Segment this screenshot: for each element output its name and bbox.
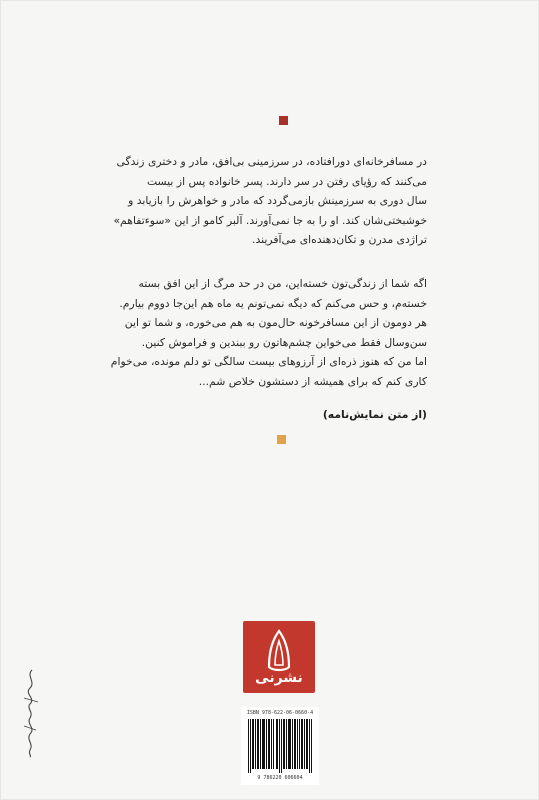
isbn-barcode [241, 707, 319, 785]
barcode-number: 9 786220 606604 [257, 775, 303, 781]
quote-line: اما من که هنوز ذره‌ای از آرزوهای بیست سالگی تو دلم مونده، می‌خوام [110, 355, 427, 369]
quote-line: خسته‌م، و حس می‌کنم که دیگه نمی‌تونم یه ماه هم این‌جا دووم بیارم. [119, 296, 427, 310]
quote-source: (از متن نمایش‌نامه) [322, 408, 427, 421]
decorative-square-red [279, 116, 288, 125]
synopsis-line: سال دوری به سرزمینش بازمی‌گردد که مادر و خواهرش را بازیابد و [128, 194, 427, 208]
synopsis-line: می‌کنند که رؤیای رفتن در سر دارند. پسر خانواده پس از بیست [146, 174, 427, 188]
isbn-text: ISBN 978-622-06-0660-4 [246, 710, 314, 716]
publisher-logo [243, 621, 315, 693]
quote-line: هر دومون از این مسافرخونه حال‌مون به هم می‌خوره، و شما تو این [124, 316, 427, 330]
publisher-name: نشرنی [255, 670, 303, 686]
synopsis-line: خوشبختی‌شان کند. او را به جا نمی‌آورند. آلبر کامو از این «سوءتفاهم» [113, 213, 427, 227]
synopsis-line: در مسافرخانه‌ای دورافتاده، در سرزمینی بی‌افق، مادر و دختری زندگی [116, 155, 427, 168]
quote-line: اگه شما از زندگی‌تون خسته‌این، من در حد مرگ از این افق بسته [138, 277, 427, 290]
decorative-square-orange [277, 435, 286, 444]
quote-paragraph [109, 274, 427, 392]
quote-line: سن‌وسال فقط می‌خواین چشم‌هاتون رو ببندین و فراموش کنین. [141, 335, 427, 349]
synopsis-paragraph [109, 152, 427, 250]
artist-signature-icon [18, 668, 44, 758]
barcode-icon [247, 719, 313, 773]
quote-line: کاری کنم که برای همیشه از دستشون خلاص شم... [198, 374, 427, 388]
synopsis-line: تراژدی مدرن و تکان‌دهنده‌ای می‌آفریند. [252, 233, 427, 247]
